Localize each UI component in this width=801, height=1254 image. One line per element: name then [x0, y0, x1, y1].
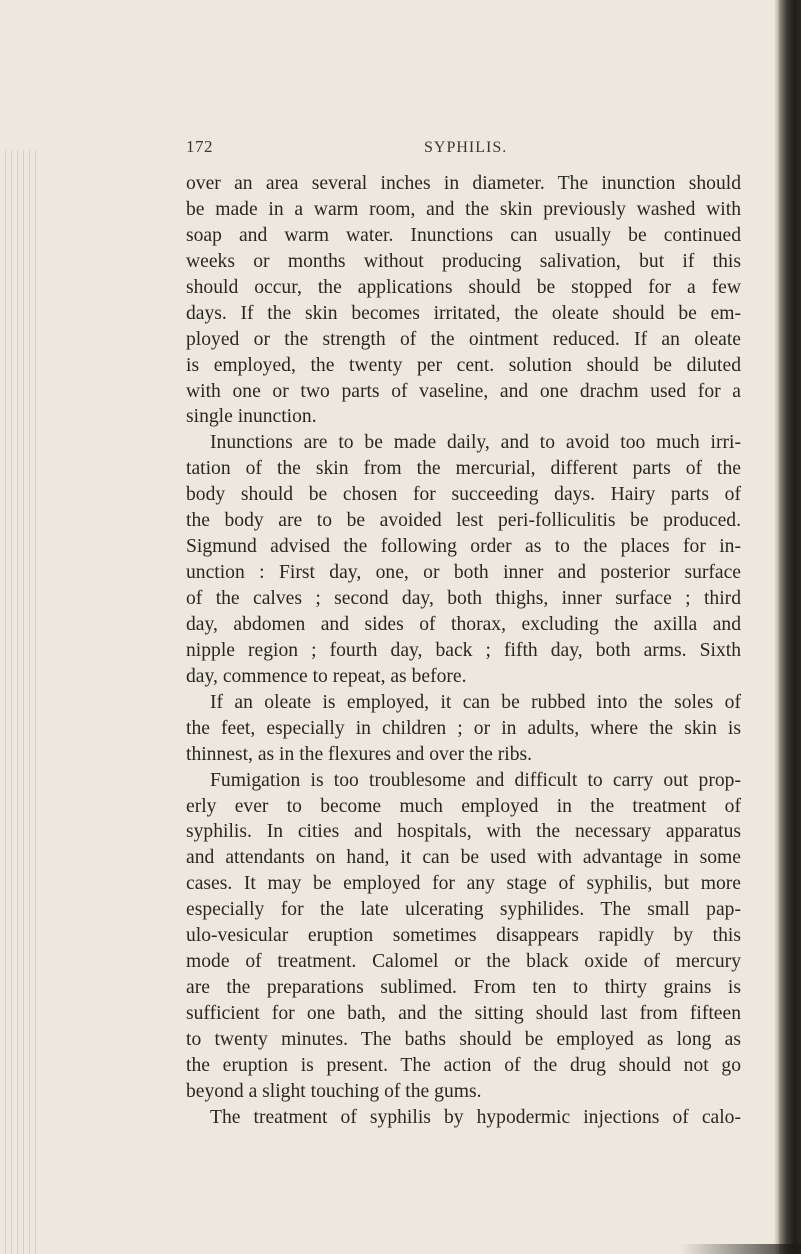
text-line: Sigmund advised the following order as to the places for in-: [186, 536, 741, 558]
page-edge-right: [779, 0, 801, 1254]
text-line: the eruption is present. The action of the drug should not go: [186, 1054, 741, 1076]
text-line: body should be chosen for succeeding days. Hairy parts of: [186, 484, 741, 506]
text-line: ulo-vesicular eruption sometimes disappears rapidly by this: [186, 925, 741, 947]
text-line: and attendants on hand, it can be used with advantage in some: [186, 847, 741, 869]
text-line: soap and warm water. Inunctions can usually be continued: [186, 224, 741, 246]
page-number: 172: [186, 137, 213, 156]
text-line: tation of the skin from the mercurial, different parts of the: [186, 458, 741, 480]
text-line: cases. It may be employed for any stage of syphilis, but more: [186, 873, 741, 895]
text-line: syphilis. In cities and hospitals, with the necessary apparatus: [186, 821, 741, 843]
text-line: weeks or months without producing salivation, but if this: [186, 250, 741, 272]
text-line: erly ever to become much employed in the treatment of: [186, 795, 741, 817]
text-line: over an area several inches in diameter. The inunction should: [186, 173, 741, 194]
text-line: unction : First day, one, or both inner and posterior surface: [186, 562, 741, 584]
text-line: are the preparations sublimed. From ten to thirty grains is: [186, 977, 741, 999]
binding-lines-left: [0, 150, 40, 1254]
page-header: [186, 137, 686, 161]
text-line: The treatment of syphilis by hypodermic injections of calo-: [210, 1106, 741, 1128]
text-line: especially for the late ulcerating syphilides. The small pap-: [186, 899, 741, 921]
text-line: single inunction.: [186, 406, 317, 428]
text-line: If an oleate is employed, it can be rubbed into the soles of: [210, 691, 741, 713]
text-line: day, abdomen and sides of thorax, excluding the axilla and: [186, 613, 741, 635]
text-line: the feet, especially in children ; or in adults, where the skin is: [186, 717, 741, 739]
text-line: with one or two parts of vaseline, and one drachm used for a: [186, 380, 741, 402]
text-line: ployed or the strength of the ointment reduced. If an oleate: [186, 328, 741, 350]
text-line: Inunctions are to be made daily, and to avoid too much irri-: [210, 432, 741, 454]
text-line: sufficient for one bath, and the sitting should last from fifteen: [186, 1003, 741, 1024]
body-text: [186, 171, 741, 1131]
text-line: Fumigation is too troublesome and difficult to carry out prop-: [210, 769, 741, 791]
text-line: thinnest, as in the flexures and over the ribs.: [186, 743, 533, 765]
text-line: to twenty minutes. The baths should be employed as long as: [186, 1028, 741, 1050]
text-line: the body are to be avoided lest peri-folliculitis be produced.: [186, 510, 741, 532]
text-line: should occur, the applications should be stopped for a few: [186, 276, 741, 298]
text-line: day, commence to repeat, as before.: [186, 665, 467, 687]
text-line: of the calves ; second day, both thighs, inner surface ; third: [186, 588, 741, 609]
text-line: mode of treatment. Calomel or the black oxide of mercury: [186, 951, 741, 973]
text-line: be made in a warm room, and the skin previously washed with: [186, 198, 741, 220]
text-line: is employed, the twenty per cent. solution should be diluted: [186, 354, 741, 376]
text-line: days. If the skin becomes irritated, the oleate should be em-: [186, 302, 741, 324]
running-title: SYPHILIS.: [424, 139, 508, 156]
text-line: nipple region ; fourth day, back ; fifth day, both arms. Sixth: [186, 639, 741, 661]
bottom-edge-shadow: [681, 1244, 801, 1254]
text-line: beyond a slight touching of the gums.: [186, 1080, 482, 1102]
